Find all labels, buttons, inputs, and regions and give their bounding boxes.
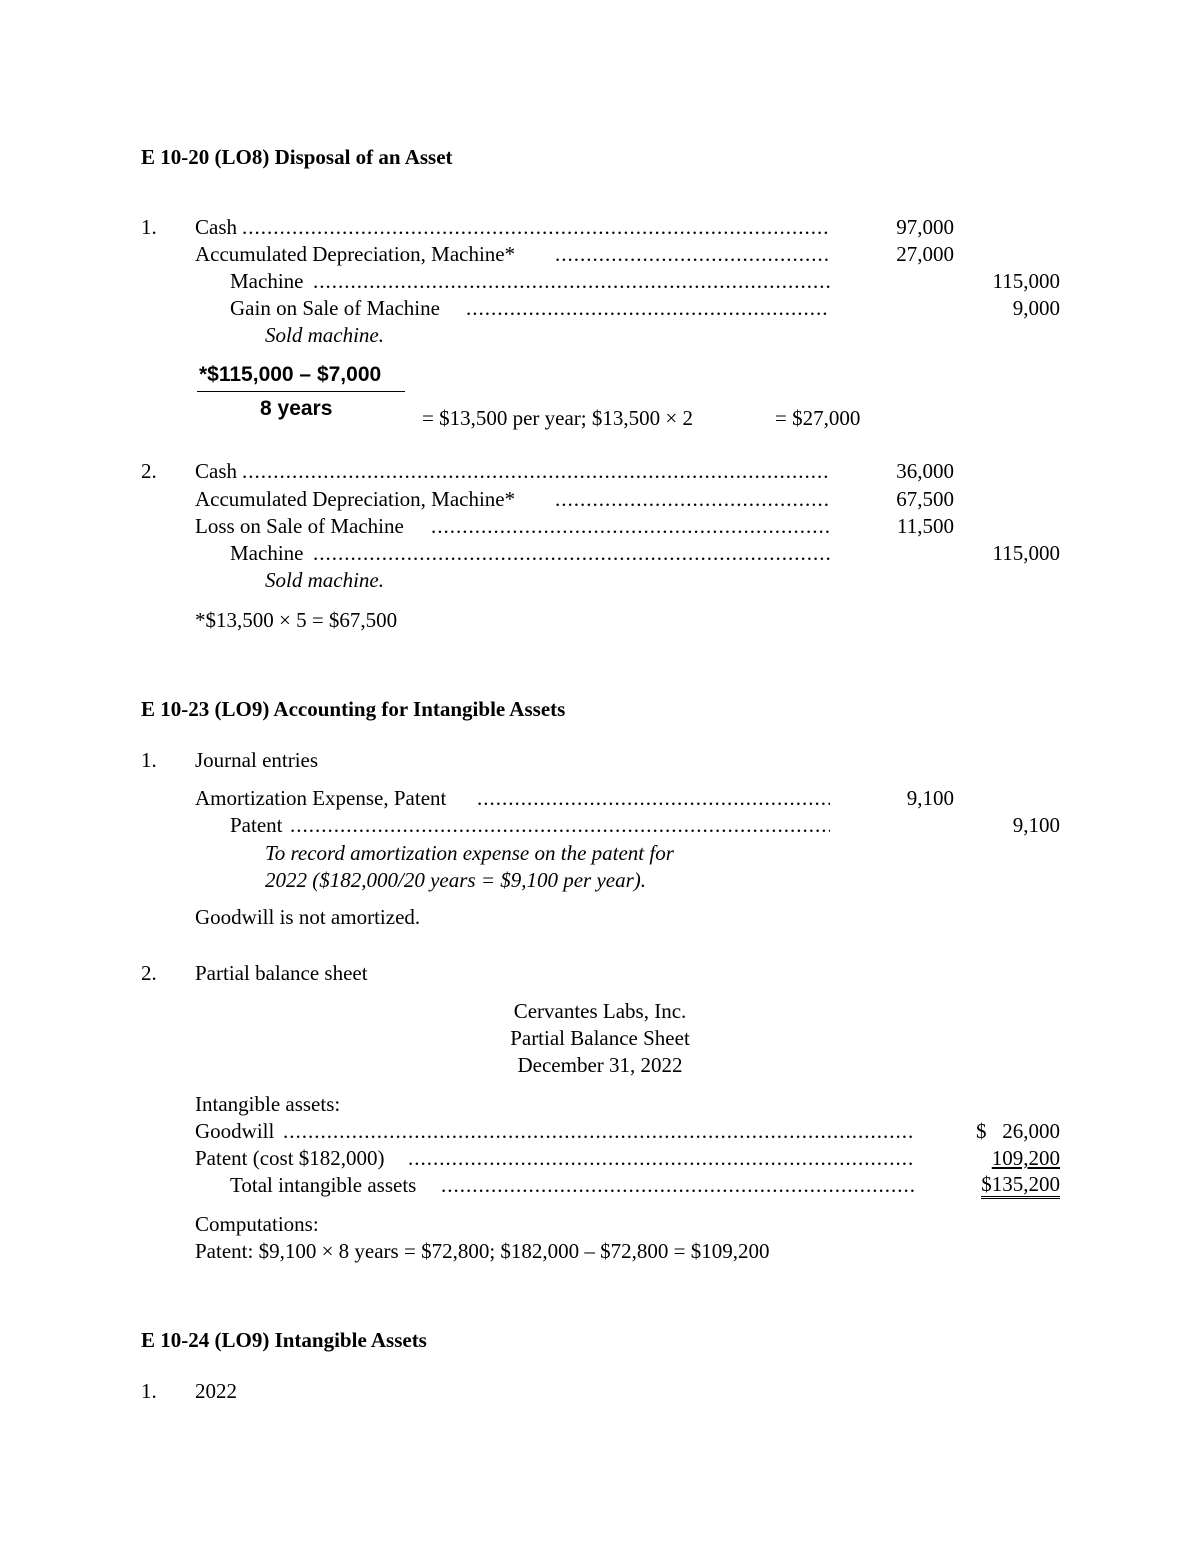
leader-dots bbox=[290, 812, 830, 838]
account-name: Accumulated Depreciation, Machine* bbox=[195, 242, 516, 266]
statement-title: Partial Balance Sheet bbox=[510, 1026, 690, 1050]
debit-amount: 97,000 bbox=[896, 215, 954, 239]
computations-text: Patent: $9,100 × 8 years = $72,800; $182,000 – $72,800 = $109,200 bbox=[195, 1239, 770, 1263]
account-name: Cash bbox=[195, 215, 237, 239]
credit-amount: 115,000 bbox=[992, 269, 1060, 293]
computations-label: Computations: bbox=[195, 1212, 319, 1236]
leader-dots bbox=[431, 513, 830, 539]
item-number: 1. bbox=[141, 1379, 157, 1403]
leader-dots bbox=[466, 295, 830, 321]
leader-dots bbox=[555, 241, 830, 267]
section-heading: E 10-24 (LO9) Intangible Assets bbox=[141, 1328, 427, 1352]
balance-row-label: Patent (cost $182,000) bbox=[195, 1146, 385, 1170]
entry-memo: Sold machine. bbox=[265, 568, 384, 592]
balance-total-amount: $135,200 bbox=[981, 1172, 1060, 1199]
section-heading: E 10-23 (LO9) Accounting for Intangible Assets bbox=[141, 697, 566, 721]
account-name: Patent bbox=[230, 813, 283, 837]
leader-dots bbox=[242, 458, 830, 484]
item-number: 1. bbox=[141, 215, 157, 239]
fraction-denominator: 8 years bbox=[260, 397, 333, 420]
credit-amount: 115,000 bbox=[992, 541, 1060, 565]
debit-amount: 36,000 bbox=[896, 459, 954, 483]
note-text: Goodwill is not amortized. bbox=[195, 905, 421, 929]
account-name: Machine bbox=[230, 269, 304, 293]
statement-company: Cervantes Labs, Inc. bbox=[513, 999, 687, 1023]
leader-dots bbox=[408, 1145, 915, 1171]
credit-amount: 9,100 bbox=[1012, 813, 1060, 837]
section-label: Intangible assets: bbox=[195, 1092, 341, 1116]
credit-amount: 9,000 bbox=[1012, 296, 1060, 320]
balance-row-amount: $ 26,000 bbox=[976, 1119, 1060, 1143]
fraction-numerator: *$115,000 – $7,000 bbox=[199, 363, 382, 386]
entry-memo: To record amortization expense on the patent for bbox=[265, 841, 674, 865]
balance-row-label: Total intangible assets bbox=[230, 1173, 417, 1197]
account-name: Loss on Sale of Machine bbox=[195, 514, 404, 538]
item-label: Journal entries bbox=[195, 748, 319, 772]
balance-row-amount: 109,200 bbox=[991, 1146, 1060, 1170]
entry-memo: 2022 ($182,000/20 years = $9,100 per year). bbox=[265, 868, 647, 892]
leader-dots bbox=[283, 1118, 915, 1144]
account-name: Amortization Expense, Patent bbox=[195, 786, 447, 810]
account-name: Cash bbox=[195, 459, 237, 483]
item-number: 1. bbox=[141, 748, 157, 772]
section-heading: E 10-20 (LO8) Disposal of an Asset bbox=[141, 145, 453, 169]
account-name: Gain on Sale of Machine bbox=[230, 296, 440, 320]
footnote-computation: *$13,500 × 5 = $67,500 bbox=[195, 608, 398, 632]
balance-row-label: Goodwill bbox=[195, 1119, 275, 1143]
entry-memo: Sold machine. bbox=[265, 323, 384, 347]
item-number: 2. bbox=[141, 459, 157, 483]
debit-amount: 9,100 bbox=[906, 786, 954, 810]
debit-amount: 27,000 bbox=[896, 242, 954, 266]
item-label: 2022 bbox=[195, 1379, 237, 1403]
debit-amount: 67,500 bbox=[896, 487, 954, 511]
leader-dots bbox=[555, 486, 830, 512]
computation-total: = $27,000 bbox=[775, 406, 861, 430]
fraction-bar bbox=[197, 391, 405, 392]
account-name: Machine bbox=[230, 541, 304, 565]
leader-dots bbox=[313, 540, 830, 566]
item-label: Partial balance sheet bbox=[195, 961, 368, 985]
leader-dots bbox=[441, 1172, 915, 1198]
statement-date: December 31, 2022 bbox=[517, 1053, 683, 1077]
item-number: 2. bbox=[141, 961, 157, 985]
leader-dots bbox=[313, 268, 830, 294]
debit-amount: 11,500 bbox=[897, 514, 954, 538]
leader-dots bbox=[242, 214, 830, 240]
leader-dots bbox=[477, 785, 830, 811]
account-name: Accumulated Depreciation, Machine* bbox=[195, 487, 516, 511]
computation-result: = $13,500 per year; $13,500 × 2 bbox=[422, 406, 693, 430]
